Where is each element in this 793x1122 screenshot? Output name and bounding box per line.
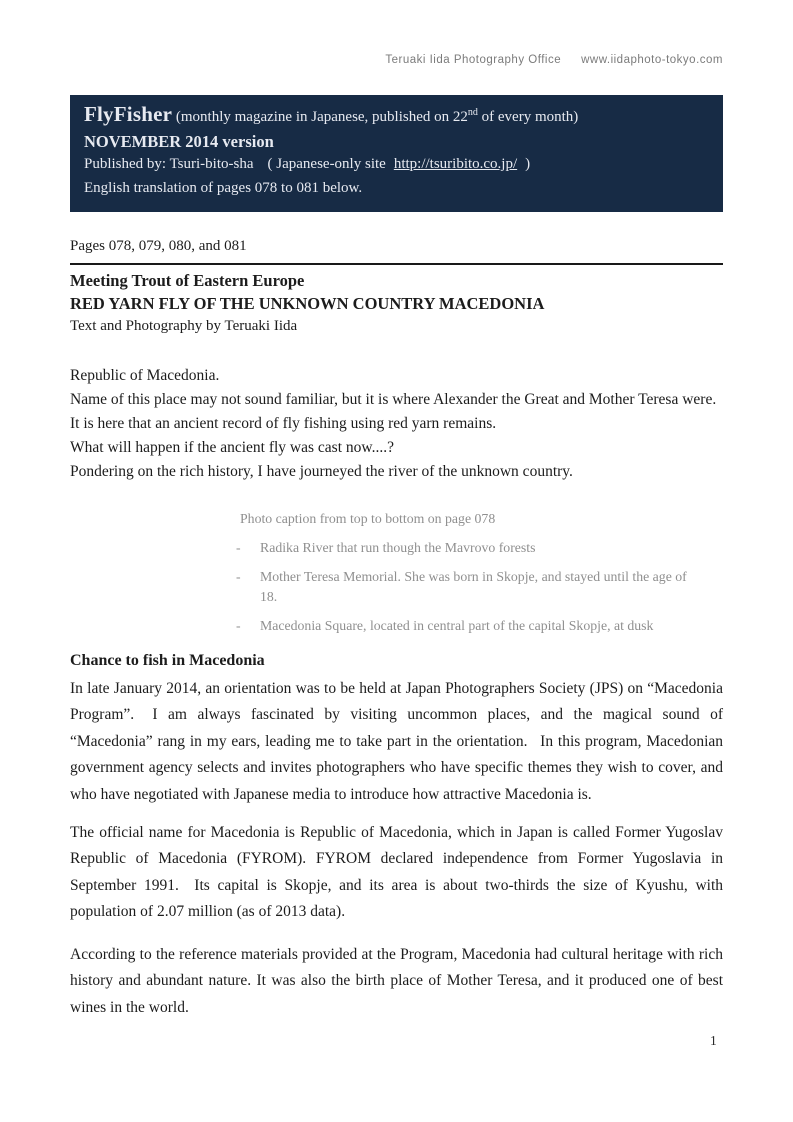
caption-item — [236, 567, 706, 607]
intro-line: Republic of Macedonia. — [70, 367, 220, 384]
section-heading: Chance to fish in Macedonia — [70, 652, 265, 669]
banner-line-magazine — [84, 103, 709, 130]
site-note-close: ) — [525, 156, 531, 172]
bullet-dash: - — [236, 618, 241, 633]
body-paragraph: According to the reference materials provided at the Program, Macedonia had cultural heritage with rich history and abundant nature. It was also the birth place of Mother Teresa, and it produced one of best wines in the world. — [70, 946, 723, 1016]
body-paragraph: In late January 2014, an orientation was to be held at Japan Photographers Society (JPS) on “Macedonia Program”. I am always fascinated by visiting uncommon places, and the magical sound of “Macedonia” rang in my ears, leading me to take part in the orientation. In this program, Macedonian government agency selects and invites photographers who have specific themes they wish to cover, and who have negotiated with Japanese media to introduce how attractive Macedonia is. — [70, 680, 723, 803]
letterhead — [385, 54, 723, 66]
caption-text: Macedonia Square, located in central part of the capital Skopje, at dusk — [260, 618, 654, 633]
banner-version: NOVEMBER 2014 version — [84, 131, 274, 151]
intro-line: It is here that an ancient record of fly fishing using red yarn remains. — [70, 415, 497, 432]
office-name: Teruaki Iida Photography Office — [385, 54, 562, 66]
article-title: RED YARN FLY OF THE UNKNOWN COUNTRY MACEDONIA — [70, 294, 545, 313]
pages-reference: Pages 078, 079, 080, and 081 — [70, 238, 247, 254]
page-number: 1 — [710, 1033, 717, 1048]
intro-line: Pondering on the rich history, I have journeyed the river of the unknown country. — [70, 463, 573, 480]
intro-line: Name of this place may not sound familiar, but it is where Alexander the Great and Mother Teresa were. — [70, 391, 717, 408]
publisher-label: Published by: Tsuri-bito-sha — [84, 156, 254, 172]
title-divider — [70, 263, 723, 265]
caption-item — [236, 538, 706, 558]
caption-text: Radika River that run though the Mavrovo forests — [260, 540, 536, 555]
caption-item — [236, 616, 706, 636]
caption-text: Mother Teresa Memorial. She was born in Skopje, and stayed until the age of 18. — [260, 569, 687, 604]
magazine-note-pre: (monthly magazine in Japanese, published on 22 — [172, 109, 468, 125]
banner-translation-note: English translation of pages 078 to 081 below. — [84, 179, 363, 196]
photo-caption-block — [236, 509, 706, 636]
magazine-note-superscript: nd — [467, 107, 478, 118]
intro-line: What will happen if the ancient fly was cast now....? — [70, 439, 394, 456]
magazine-note-post: of every month) — [477, 109, 579, 125]
bullet-dash: - — [236, 569, 241, 584]
intro-paragraph — [70, 364, 730, 484]
site-note-open: ( Japanese-only site — [267, 156, 386, 172]
publisher-site-link[interactable]: http://tsuribito.co.jp/ — [393, 156, 518, 172]
bullet-dash: - — [236, 540, 241, 555]
office-website: www.iidaphoto-tokyo.com — [581, 54, 723, 66]
magazine-banner — [70, 95, 723, 212]
body-paragraph: The official name for Macedonia is Republic of Macedonia, which in Japan is called Former Yugoslav Republic of Macedonia (FYROM). FYROM declared independence from Former Yugoslavia in September 1991. Its capital is Skopje, and its area is about two-thirds the size of Kyushu, with population of 2.07 million (as of 2013 data). — [70, 824, 723, 921]
caption-heading: Photo caption from top to bottom on page 078 — [240, 511, 496, 526]
banner-publisher-line — [84, 153, 709, 177]
article-byline: Text and Photography by Teruaki Iida — [70, 318, 298, 334]
magazine-title: FlyFisher — [84, 102, 173, 126]
article-subtitle: Meeting Trout of Eastern Europe — [70, 271, 305, 290]
